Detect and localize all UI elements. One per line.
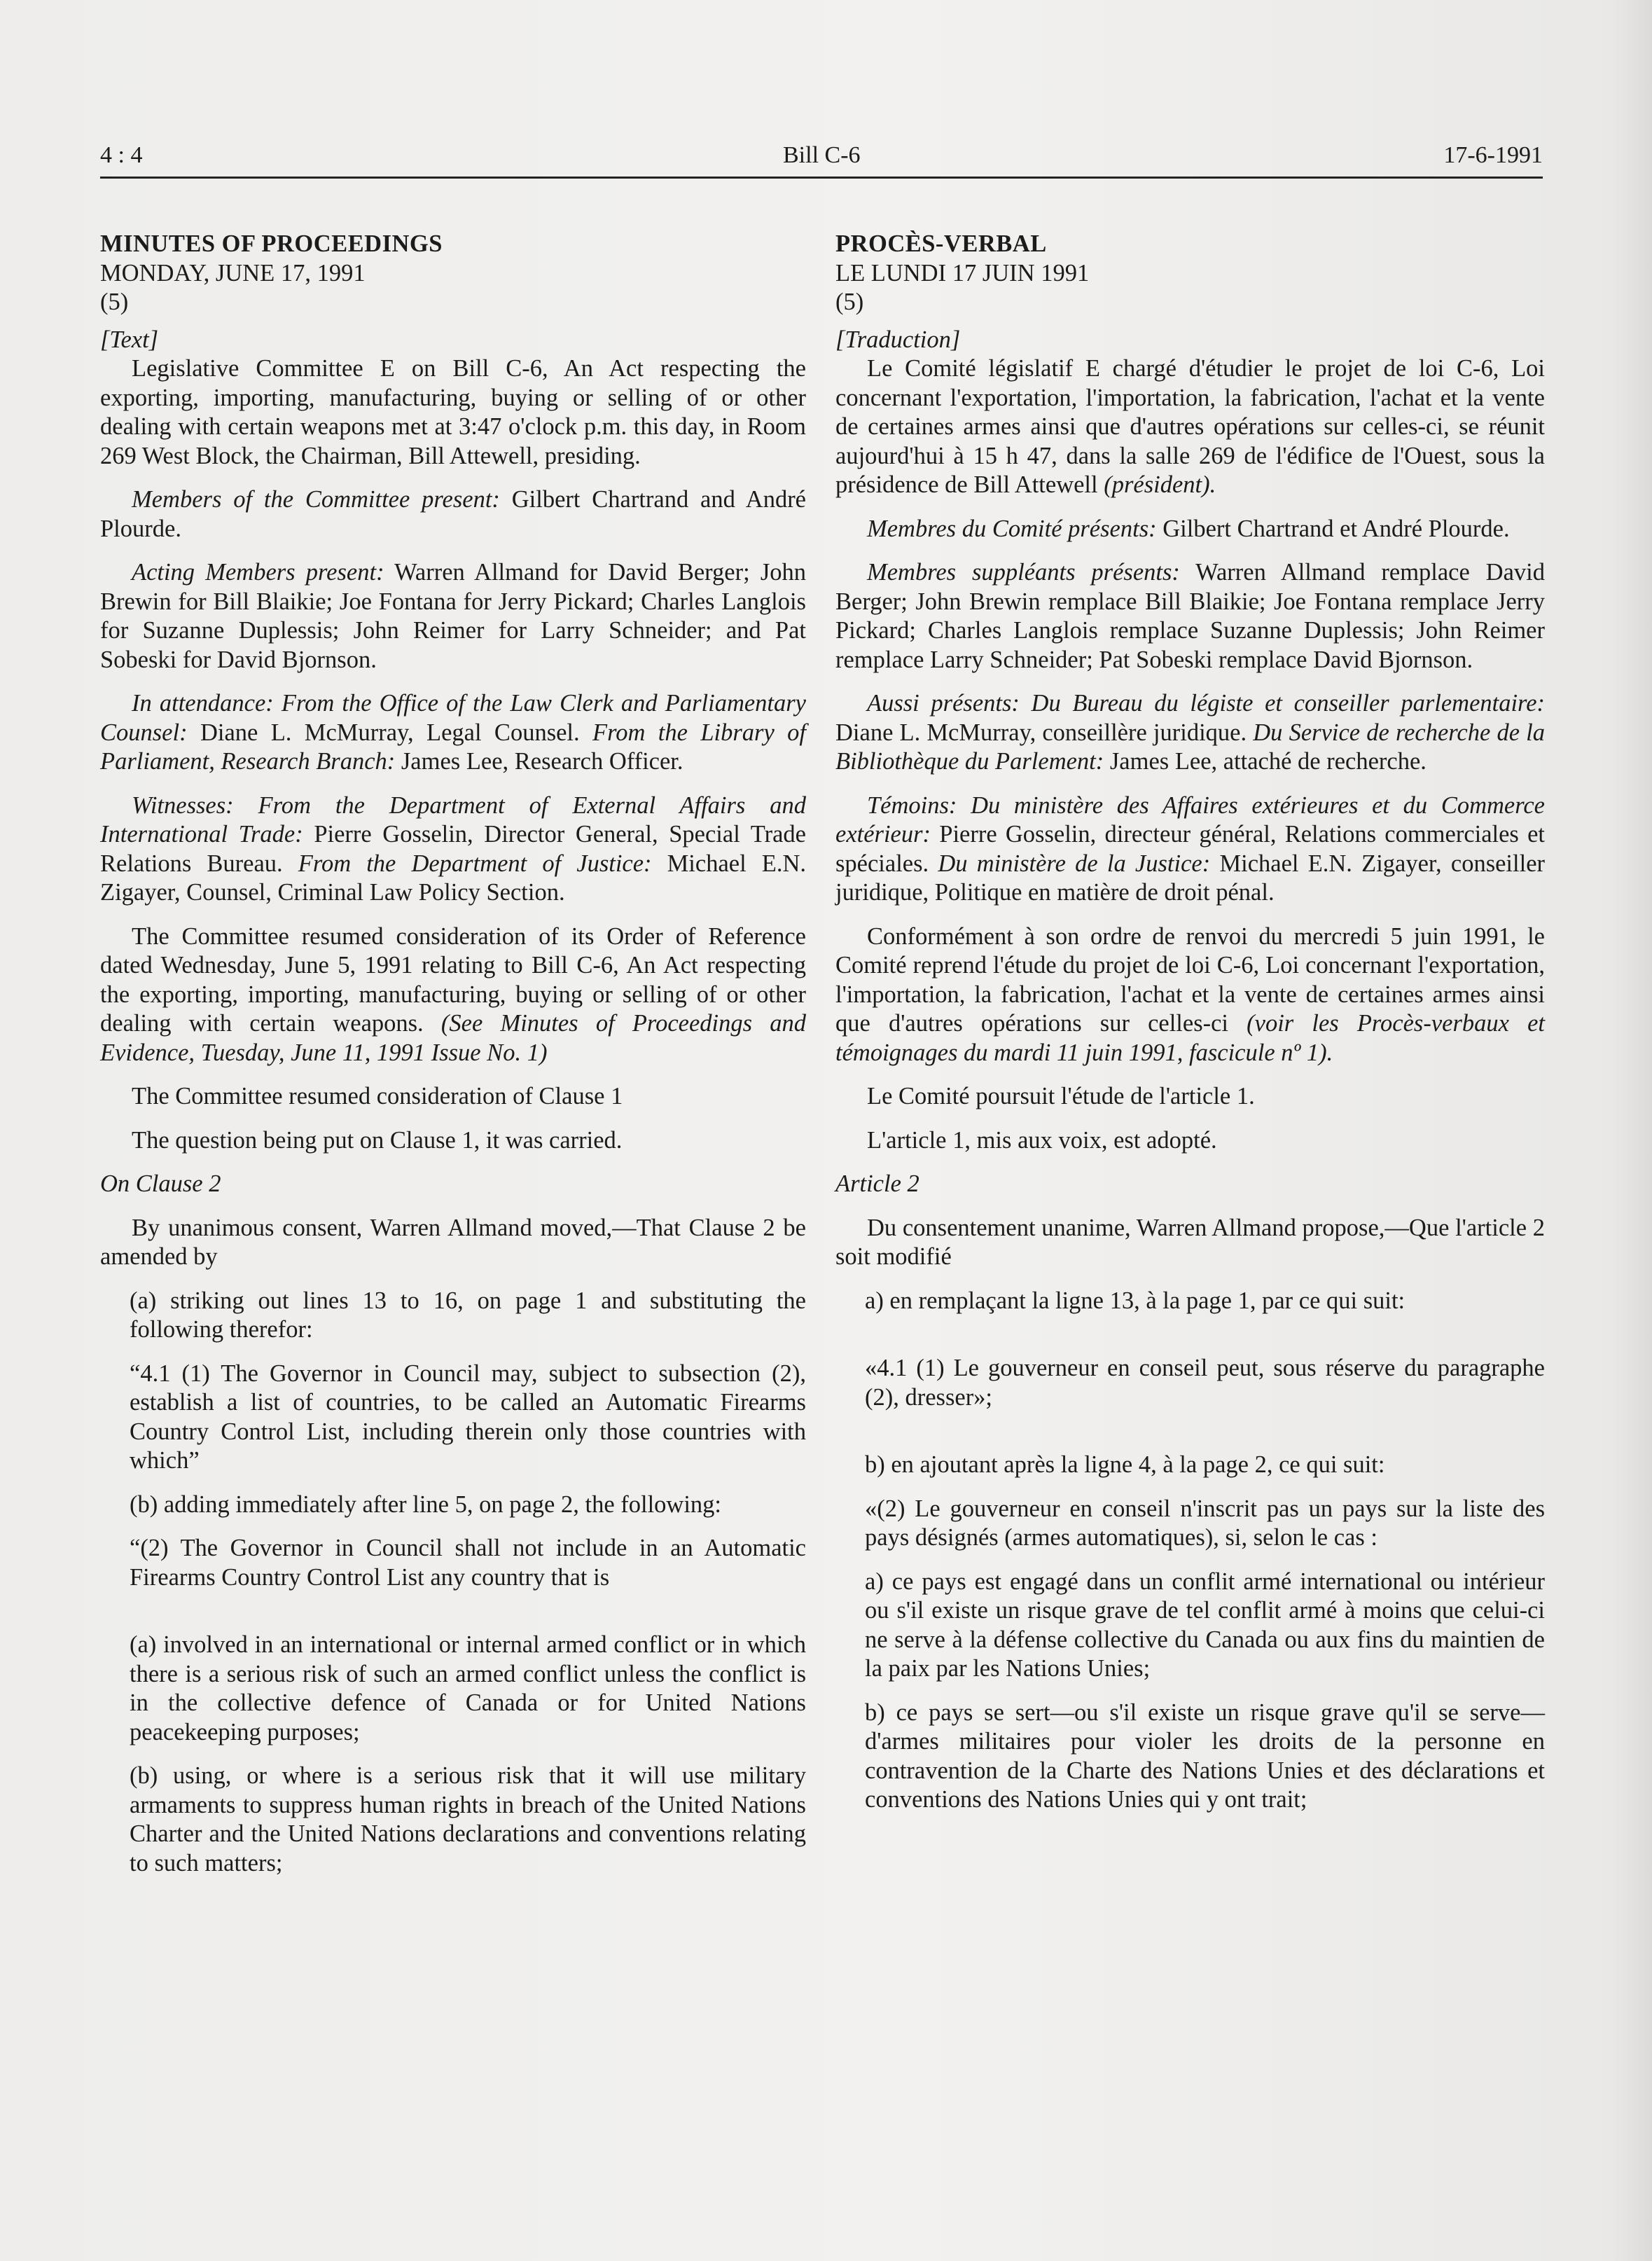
clause-a-fr: a) ce pays est engagé dans un conflit armé international ou intérieur ou s'il existe un risque grave de tel conflit armé à moins que celui-ci ne serve à la défense collective du Canada ou aux fins du maintien de la paix par les Nations Unies; [865, 1568, 1545, 1682]
english-column [100, 230, 806, 1893]
running-header [100, 142, 1543, 177]
meeting-date-fr: LE LUNDI 17 JUIN 1991 [835, 259, 1090, 286]
order-of-reference: The Committee resumed consideration of its Order of Reference dated Wednesday, June 5, 1991 relating to Bill C-6, An Act respecting the exporting, importing, manufacturing, buying or selling of or other dealing with certain weapons. (See Minutes of Proceedings and Evidence, Tuesday, June 11, 1991 Issue No. 1) [100, 922, 806, 1066]
members-present-fr: Membres du Comité présents: Gilbert Chartrand et André Plourde. [867, 515, 1510, 542]
french-column [835, 230, 1545, 1830]
amendment-b: (b) adding immediately after line 5, on page 2, the following: [130, 1491, 722, 1518]
amendment-a-fr: a) en remplaçant la ligne 13, à la page 1, par ce qui suit: [865, 1287, 1405, 1314]
clause-1-carried: The question being put on Clause 1, it was carried. [132, 1126, 623, 1154]
proces-verbal-title: PROCÈS-VERBAL [835, 230, 1047, 257]
acting-members: Acting Members present: Warren Allmand for David Berger; John Brewin for Bill Blaikie; Joe Fontana for Jerry Pickard; Charles Langlois for Suzanne Duplessis; John Reimer for Larry Schneider; and Pat Sobeski for David Bjornson. [100, 559, 806, 673]
clause-2-heading: On Clause 2 [100, 1170, 221, 1197]
header-date: 17-6-1991 [1443, 142, 1543, 168]
minutes-title: MINUTES OF PROCEEDINGS [100, 230, 443, 257]
meeting-number: (5) [100, 289, 129, 315]
bill-label: Bill C-6 [783, 142, 861, 168]
spacer [100, 1607, 806, 1631]
quote-2-fr: «(2) Le gouverneur en conseil n'inscrit pas un pays sur la liste des pays désignés (armes automatiques), si, selon le cas : [865, 1495, 1545, 1551]
clause-b: (b) using, or where is a serious risk that it will use military armaments to suppress human rights in breach of the United Nations Charter and the United Nations declarations and conventions relating to such matters; [130, 1762, 806, 1876]
members-present: Members of the Committee present: Gilbert Chartrand and André Plourde. [100, 486, 806, 542]
clause-1-carried-fr: L'article 1, mis aux voix, est adopté. [867, 1126, 1217, 1154]
quote-4-1: “4.1 (1) The Governor in Council may, subject to subsection (2), establish a list of countries, to be called an Automatic Firearms Country Control List, including therein only those countries with which” [130, 1360, 806, 1474]
motion-paragraph: By unanimous consent, Warren Allmand moved,—That Clause 2 be amended by [100, 1214, 806, 1270]
spacer [835, 1330, 1545, 1354]
text-tag: [Text] [100, 326, 159, 353]
witnesses: Witnesses: From the Department of External Affairs and International Trade: Pierre Gosselin, Director General, Special Trade Relations Bureau. From the Department of Justice: Michael E.N. Zigayer, Counsel, Criminal Law Policy Section. [100, 791, 806, 906]
witnesses-fr: Témoins: Du ministère des Affaires extérieures et du Commerce extérieur: Pierre Gosselin, directeur général, Relations commerciales et spéciales. Du ministère de la Justice: Michael E.N. Zigayer, conseiller juridique, Politique en matière de droit pénal. [835, 791, 1545, 906]
quote-4-1-fr: «4.1 (1) Le gouverneur en conseil peut, sous réserve du paragraphe (2), dresser»; [865, 1355, 1545, 1411]
clause-1-resumed: The Committee resumed consideration of Clause 1 [132, 1083, 623, 1109]
opening-paragraph: Legislative Committee E on Bill C-6, An Act respecting the exporting, importing, manufacturing, buying or selling of or other dealing with certain weapons met at 3:47 o'clock p.m. this day, in Room 269 West Block, the Chairman, Bill Attewell, presiding. [100, 355, 806, 469]
page-number: 4 : 4 [100, 142, 143, 168]
page-edge-shadow [1610, 0, 1652, 2261]
motion-paragraph-fr: Du consentement unanime, Warren Allmand propose,—Que l'article 2 soit modifié [835, 1214, 1545, 1270]
meeting-date: MONDAY, JUNE 17, 1991 [100, 259, 366, 286]
meeting-number-fr: (5) [835, 289, 864, 315]
acting-members-fr: Membres suppléants présents: Warren Allmand remplace David Berger; John Brewin remplace Bill Blaikie; Joe Fontana remplace Jerry Pickard; Charles Langlois remplace Suzanne Duplessis; John Reimer remplace Larry Schneider; Pat Sobeski remplace David Bjornson. [835, 559, 1545, 673]
amendment-a: (a) striking out lines 13 to 16, on page 1 and substituting the following therefor: [130, 1287, 806, 1343]
in-attendance-fr: Aussi présents: Du Bureau du légiste et conseiller parlementaire: Diane L. McMurray, conseillère juridique. Du Service de recherche de la Bibliothèque du Parlement: James Lee, attaché de recherche. [835, 690, 1545, 775]
clause-b-fr: b) ce pays se sert—ou s'il existe un risque grave qu'il se serve—d'armes militaires pour violer les droits de la personne en contravention de la Charte des Nations Unies et des déclarations et conventions des Nations Unies qui y ont trait; [865, 1699, 1545, 1813]
opening-paragraph-fr: Le Comité législatif E chargé d'étudier le projet de loi C-6, Loi concernant l'exportation, l'importation, la fabrication, l'achat et la vente de certaines armes ainsi que d'autres opérations sur celles-ci, se réunit aujourd'hui à 15 h 47, dans la salle 269 de l'édifice de l'Ouest, sous la présidence de Bill Attewell (président). [835, 355, 1545, 498]
header-rule [100, 177, 1543, 179]
spacer [835, 1427, 1545, 1451]
order-of-reference-fr: Conformément à son ordre de renvoi du mercredi 5 juin 1991, le Comité reprend l'étude du projet de loi C-6, Loi concernant l'exportation, l'importation, la fabrication, l'achat et la vente de certaines armes ainsi que d'autres opérations sur celles-ci (voir les Procès-verbaux et témoignages du mardi 11 juin 1991, fascicule nº 1). [835, 922, 1545, 1066]
clause-1-resumed-fr: Le Comité poursuit l'étude de l'article 1. [867, 1083, 1255, 1109]
clause-a: (a) involved in an international or internal armed conflict or in which there is a serious risk of such an armed conflict unless the conflict is in the collective defence of Canada or for United Nations peacekeeping purposes; [130, 1631, 806, 1745]
traduction-tag: [Traduction] [835, 326, 961, 353]
article-2-heading: Article 2 [835, 1170, 919, 1197]
in-attendance: In attendance: From the Office of the Law Clerk and Parliamentary Counsel: Diane L. McMurray, Legal Counsel. From the Library of Parliament, Research Branch: James Lee, Research Officer. [100, 690, 806, 775]
quote-2: “(2) The Governor in Council shall not include in an Automatic Firearms Country Control List any country that is [130, 1535, 806, 1591]
amendment-b-fr: b) en ajoutant après la ligne 4, à la page 2, ce qui suit: [865, 1451, 1385, 1478]
